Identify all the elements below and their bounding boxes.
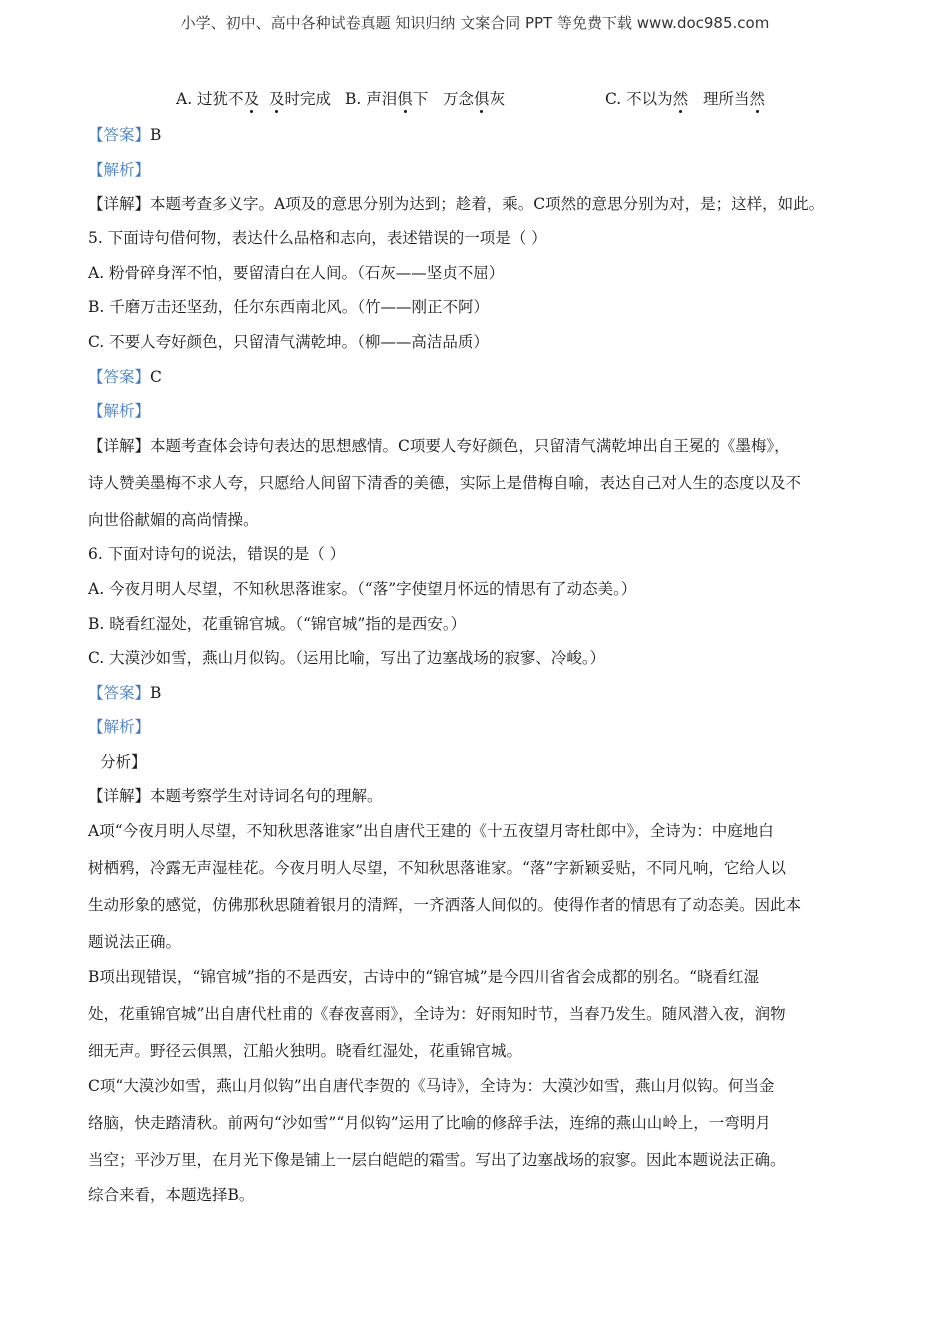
q6-answer	[88, 683, 161, 703]
q4-option-c-prefix: C. 不以为	[605, 90, 673, 108]
q4-answer	[88, 125, 161, 145]
q5-option-b: B. 千磨万击还坚劲，任尔东西南北风。（竹——刚正不阿）	[88, 298, 489, 316]
q4-option-a-suffix: 时完成	[284, 90, 331, 108]
q5-answer-value: C	[150, 368, 162, 386]
q5-detail-line-1	[88, 436, 790, 456]
q6-paragraph-line-10: 当空；平沙万里，在月光下像是铺上一层白皑皑的霜雪。写出了边塞战场的寂寥。因此本题说法正确。	[88, 1151, 786, 1169]
q6-option-a: A. 今夜月明人尽望，不知秋思落谁家。（“落”字使望月怀远的情思有了动态美。）	[88, 580, 637, 598]
q5-answer	[88, 367, 162, 387]
q6-stem: 6. 下面对诗句的说法，错误的是（ ）	[88, 545, 346, 563]
q5-detail-tag: 【详解】	[88, 437, 151, 455]
q5-stem: 5. 下面诗句借何物，表达什么品格和志向，表述错误的一项是（ ）	[88, 229, 547, 247]
q4-option-c-dotted-1: 然	[672, 90, 689, 108]
q6-paragraph-line-6: 处，花重锦官城”出自唐代杜甫的《春夜喜雨》，全诗为：好雨知时节，当春乃发生。随风潜入夜，润物	[88, 1005, 786, 1023]
q5-answer-tag: 【答案】	[88, 368, 151, 386]
q4-option-a-mid	[259, 90, 269, 108]
page-header: 小学、初中、高中各种试卷真题 知识归纳 文案合同 PPT 等免费下载 www.doc985.com	[180, 14, 770, 32]
q4-option-b	[345, 89, 505, 109]
q6-paragraph-line-2: 树栖鸦，冷露无声湿桂花。今夜月明人尽望，不知秋思落谁家。“落”字新颖妥贴，不同凡响，它给人以	[88, 859, 786, 877]
q6-analysis-tag: 【解析】	[88, 718, 151, 736]
q4-option-b-dotted-2: 俱	[474, 90, 490, 108]
q6-fenxi: 分析】	[100, 753, 147, 771]
q6-paragraph-line-5: B项出现错误，“锦官城”指的不是西安，古诗中的“锦官城”是今四川省省会成都的别名。“晓看红湿	[88, 968, 760, 986]
q6-option-c: C. 大漠沙如雪，燕山月似钩。（运用比喻，写出了边塞战场的寂寥、冷峻。）	[88, 649, 606, 667]
q4-option-b-suffix: 灰	[489, 90, 506, 108]
q4-detail-tag: 【详解】	[88, 195, 151, 213]
q6-answer-tag: 【答案】	[88, 684, 151, 702]
q5-option-c: C. 不要人夸好颜色，只留清气满乾坤。（柳——高洁品质）	[88, 333, 489, 351]
q6-paragraph-line-1: A项“今夜月明人尽望，不知秋思落谁家”出自唐代王建的《十五夜望月寄杜郎中》，全诗为：中庭地白	[88, 822, 774, 840]
q5-analysis-tag: 【解析】	[88, 402, 151, 420]
q4-option-a-dotted-2: 及	[268, 90, 285, 108]
q4-option-c-mid: 理所当	[688, 90, 750, 108]
q5-option-a: A. 粉骨碎身浑不怕，要留清白在人间。（石灰——坚贞不屈）	[88, 264, 505, 282]
q4-option-c-dotted-2: 然	[749, 90, 765, 108]
q6-detail-text: 本题考察学生对诗词名句的理解。	[150, 787, 383, 805]
q4-answer-value: B	[150, 126, 162, 144]
q5-detail-line-3: 向世俗献媚的高尚情操。	[88, 511, 259, 529]
q5-detail-text-1: 本题考查体会诗句表达的思想感情。C项要人夸好颜色，只留清气满乾坤出自王冕的《墨梅》，	[150, 437, 790, 455]
q4-detail-text: 本题考查多义字。A项及的意思分别为达到；趁着，乘。C项然的意思分别为对，是；这样，如此。	[150, 195, 825, 213]
q6-detail-tag: 【详解】	[88, 787, 151, 805]
q6-paragraph-line-9: 络脑，快走踏清秋。前两句“沙如雪”“月似钩”运用了比喻的修辞手法，连绵的燕山山岭上，一弯明月	[88, 1114, 771, 1132]
q6-paragraph-line-11: 综合来看，本题选择B。	[88, 1186, 255, 1204]
q4-detail	[88, 194, 824, 214]
q6-option-b: B. 晓看红湿处，花重锦官城。（“锦官城”指的是西安。）	[88, 615, 467, 633]
q6-answer-value: B	[150, 684, 162, 702]
q6-paragraph-line-7: 细无声。野径云俱黑，江船火独明。晓看红湿处，花重锦官城。	[88, 1042, 523, 1060]
q6-paragraph-line-4: 题说法正确。	[88, 933, 182, 951]
q4-option-a-prefix: A. 过犹不	[176, 90, 244, 108]
q6-detail	[88, 786, 383, 806]
q6-paragraph-line-8: C项“大漠沙如雪，燕山月似钩”出自唐代李贺的《马诗》，全诗为：大漠沙如雪，燕山月似钩。何当金	[88, 1077, 775, 1095]
q4-option-b-prefix: B. 声泪	[345, 90, 398, 108]
q6-paragraph-line-3: 生动形象的感觉，仿佛那秋思随着银月的清辉，一齐洒落人间似的。使得作者的情思有了动态美。因此本	[88, 896, 802, 914]
q4-option-c	[605, 89, 765, 109]
q4-option-a-dotted-1: 及	[243, 90, 260, 108]
q4-analysis-tag: 【解析】	[88, 161, 151, 179]
q4-answer-tag: 【答案】	[88, 126, 151, 144]
q4-option-b-mid: 下 万念	[412, 90, 475, 108]
q4-options-row	[88, 89, 888, 111]
q4-option-a	[176, 89, 331, 109]
q5-detail-line-2: 诗人赞美墨梅不求人夸，只愿给人间留下清香的美德，实际上是借梅自喻，表达自己对人生的态度以及不	[88, 474, 802, 492]
q4-option-b-dotted-1: 俱	[397, 90, 413, 108]
